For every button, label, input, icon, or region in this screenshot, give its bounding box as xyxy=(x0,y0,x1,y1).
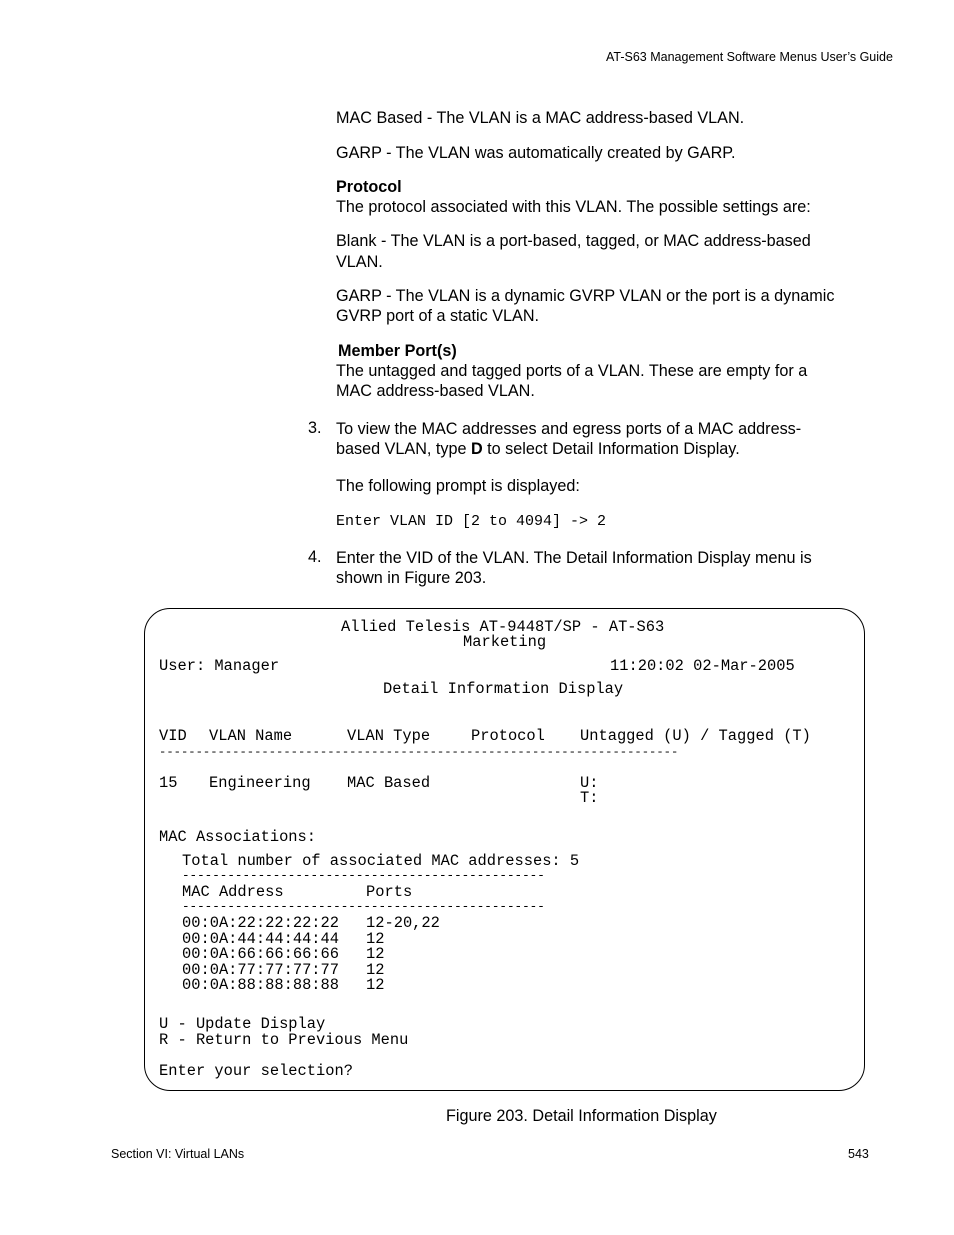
blank-text-line2: VLAN. xyxy=(336,253,383,271)
col-mac-ports: Ports xyxy=(366,883,413,901)
mac-row-ports: 12 xyxy=(366,961,385,979)
mac-row-ports: 12-20,22 xyxy=(366,914,440,932)
page-number: 543 xyxy=(848,1147,869,1161)
garp-dynamic-line1: GARP - The VLAN is a dynamic GVRP VLAN or the port is a dynamic xyxy=(336,287,835,305)
terminal-screen xyxy=(144,608,865,1091)
terminal-datetime: 11:20:02 02-Mar-2005 xyxy=(610,657,795,675)
mac-row-address: 00:0A:77:77:77:77 xyxy=(182,961,340,979)
mac-divider-top: ------------------------------------------------ xyxy=(182,869,545,883)
mac-row-ports: 12 xyxy=(366,930,385,948)
step-4-number: 4. xyxy=(308,548,322,566)
row-vlan-name: Engineering xyxy=(209,774,311,792)
mac-row-ports: 12 xyxy=(366,976,385,994)
figure-caption: Figure 203. Detail Information Display xyxy=(446,1107,717,1125)
col-vlan-type: VLAN Type xyxy=(347,727,431,745)
option-return-menu: R - Return to Previous Menu xyxy=(159,1031,409,1049)
mac-row-address: 00:0A:88:88:88:88 xyxy=(182,976,340,994)
prompt-intro: The following prompt is displayed: xyxy=(336,477,580,495)
terminal-menu-title: Detail Information Display xyxy=(383,680,624,698)
footer-section: Section VI: Virtual LANs xyxy=(111,1147,245,1161)
mac-row-address: 00:0A:66:66:66:66 xyxy=(182,945,340,963)
step-4-line2: shown in Figure 203. xyxy=(336,569,487,587)
running-header: AT-S63 Management Software Menus User’s Guide xyxy=(606,50,893,64)
protocol-heading: Protocol xyxy=(336,178,402,196)
col-vlan-name: VLAN Name xyxy=(209,727,293,745)
terminal-divider: ----------------------------------------------------------------------- xyxy=(159,745,679,759)
terminal-product: Allied Telesis AT-9448T/SP - AT-S63 xyxy=(341,618,665,636)
mac-total: Total number of associated MAC addresses: 5 xyxy=(182,852,580,870)
mac-row-address: 00:0A:44:44:44:44 xyxy=(182,930,340,948)
row-vid: 15 xyxy=(159,774,178,792)
step-3-number: 3. xyxy=(308,419,322,437)
step-3-text-a: based VLAN, type xyxy=(336,440,471,458)
prompt-code: Enter VLAN ID [2 to 4094] -> 2 xyxy=(336,513,607,530)
step-3-line1: To view the MAC addresses and egress ports of a MAC address- xyxy=(336,420,802,438)
step-3-key: D xyxy=(470,440,483,458)
step-4-line1: Enter the VID of the VLAN. The Detail Information Display menu is xyxy=(336,549,812,567)
mac-based-text: MAC Based - The VLAN is a MAC address-based VLAN. xyxy=(336,109,745,127)
member-ports-line2: MAC address-based VLAN. xyxy=(336,382,535,400)
selection-prompt: Enter your selection? xyxy=(159,1062,353,1080)
col-untagged-tagged: Untagged (U) / Tagged (T) xyxy=(580,727,811,745)
row-untagged: U: xyxy=(580,774,599,792)
garp-text: GARP - The VLAN was automatically created by GARP. xyxy=(336,144,736,162)
mac-row-ports: 12 xyxy=(366,945,385,963)
protocol-description: The protocol associated with this VLAN. The possible settings are: xyxy=(336,198,811,216)
step-3-line2 xyxy=(336,439,740,460)
col-mac-address: MAC Address xyxy=(182,883,284,901)
col-protocol: Protocol xyxy=(471,727,545,745)
member-ports-heading: Member Port(s) xyxy=(338,342,457,360)
col-vid: VID xyxy=(159,727,187,745)
mac-divider-bottom: ------------------------------------------------ xyxy=(182,900,545,914)
garp-dynamic-line2: GVRP port of a static VLAN. xyxy=(336,307,540,325)
terminal-location: Marketing xyxy=(463,633,547,651)
mac-row-address: 00:0A:22:22:22:22 xyxy=(182,914,340,932)
terminal-user: User: Manager xyxy=(159,657,280,675)
step-3-text-c: to select Detail Information Display. xyxy=(482,440,740,458)
member-ports-line1: The untagged and tagged ports of a VLAN. These are empty for a xyxy=(336,362,808,380)
option-update-display: U - Update Display xyxy=(159,1015,326,1033)
blank-text-line1: Blank - The VLAN is a port-based, tagged, or MAC address-based xyxy=(336,232,811,250)
row-vlan-type: MAC Based xyxy=(347,774,431,792)
row-tagged: T: xyxy=(580,789,599,807)
mac-associations-label: MAC Associations: xyxy=(159,828,317,846)
